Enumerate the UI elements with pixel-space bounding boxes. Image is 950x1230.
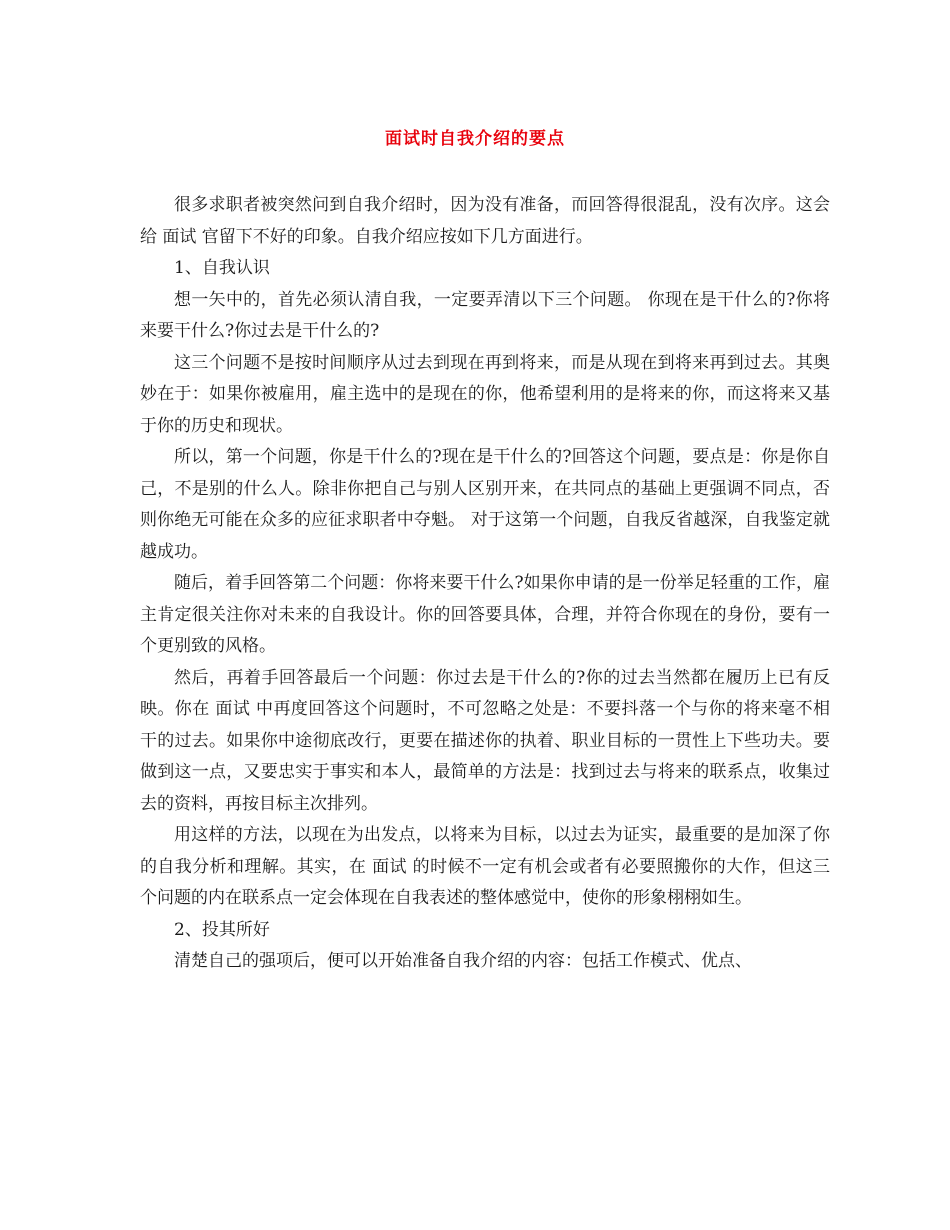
document-body [140, 190, 830, 978]
paragraph-intro: 很多求职者被突然问到自我介绍时，因为没有准备，而回答得很混乱，没有次序。这会给 面试 官留下不好的印象。自我介绍应按如下几方面进行。 [140, 195, 830, 247]
paragraph-first-question: 所以，第一个问题，你是干什么的?现在是干什么的?回答这个问题，要点是：你是你自己，不是别的什么人。除非你把自己与别人区别开来，在共同点的基础上更强调不同点，否则你绝无可能在众多的应征求职者中夺魁。 对于这第一个问题，自我反省越深，自我鉴定就越成功。 [140, 447, 830, 562]
paragraph-three-questions: 想一矢中的，首先必须认清自我，一定要弄清以下三个问题。 你现在是干什么的?你将来要干什么?你过去是干什么的? [140, 289, 830, 341]
section-heading-2: 2、投其所好 [174, 919, 270, 940]
paragraph-last-question: 然后，再着手回答最后一个问题：你过去是干什么的?你的过去当然都在履历上已有反映。你在 面试 中再度回答这个问题时，不可忽略之处是：不要抖落一个与你的将来毫不相干的过去。如果你中途彻底改行，更要在描述你的执着、职业目标的一贯性上下些功夫。要做到这一点，又要忠实于事实和本人，最简单的方法是：找到过去与将来的联系点，收集过去的资料，再按目标主次排列。 [140, 667, 830, 814]
paragraph-method: 用这样的方法，以现在为出发点，以将来为目标，以过去为证实，最重要的是加深了你的自我分析和理解。其实，在 面试 的时候不一定有机会或者有必要照搬你的大作，但这三个问题的内在联系点一定会体现在自我表述的整体感觉中，使你的形象栩栩如生。 [140, 825, 830, 908]
paragraph-strengths: 清楚自己的强项后，便可以开始准备自我介绍的内容：包括工作模式、优点、 [174, 951, 752, 971]
document-title: 面试时自我介绍的要点 [385, 129, 565, 149]
section-heading-1: 1、自我认识 [174, 258, 270, 278]
paragraph-order: 这三个问题不是按时间顺序从过去到现在再到将来，而是从现在到将来再到过去。其奥妙在于：如果你被雇用，雇主选中的是现在的你，他希望利用的是将来的你，而这将来又基于你的历史和现状。 [140, 352, 830, 436]
paragraph-second-question: 随后，着手回答第二个问题：你将来要干什么?如果你申请的是一份举足轻重的工作，雇主肯定很关注你对未来的自我设计。你的回答要具体，合理，并符合你现在的身份，要有一个更别致的风格。 [140, 573, 830, 656]
